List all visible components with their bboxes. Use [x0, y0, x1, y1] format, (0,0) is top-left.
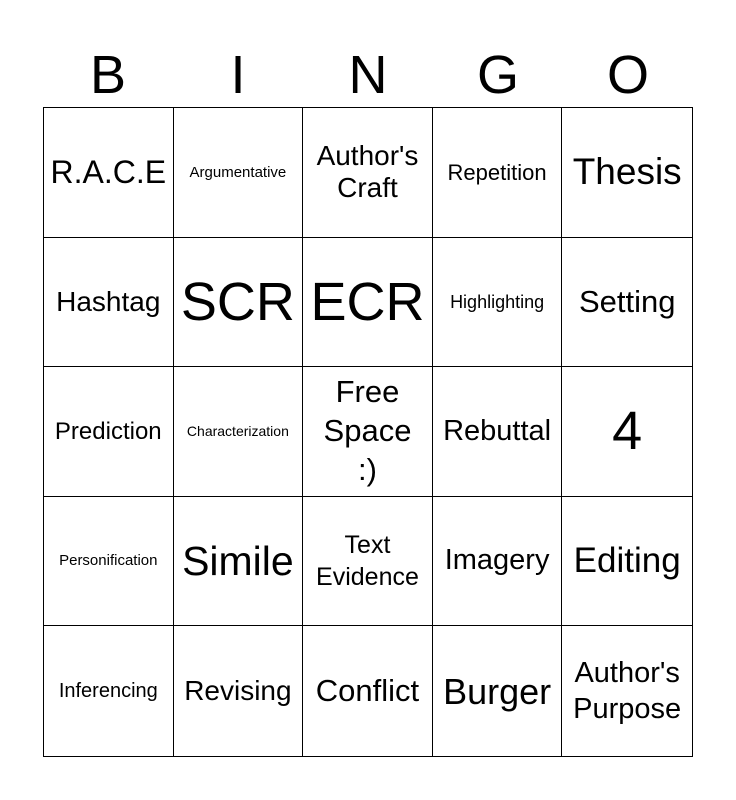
header-letter-n: N [348, 45, 388, 105]
bingo-cell[interactable] [303, 626, 433, 756]
bingo-cell[interactable] [562, 497, 692, 627]
cell-text: Repetition [447, 159, 547, 185]
header-letter-b: B [89, 45, 127, 105]
header-letter-i: I [230, 45, 246, 105]
cell-text: Free Space :) [323, 374, 412, 487]
cell-text: Highlighting [450, 291, 545, 312]
bingo-cell[interactable] [433, 367, 563, 497]
cell-text: Prediction [54, 417, 162, 445]
cell-text: Setting [578, 284, 676, 320]
cell-text: Burger [443, 670, 552, 712]
header-letter-o: O [606, 45, 649, 105]
bingo-cell[interactable] [562, 367, 692, 497]
bingo-cell[interactable] [174, 367, 304, 497]
cell-text: Inferencing [58, 679, 158, 702]
cell-text: R.A.C.E [50, 153, 167, 190]
bingo-cell[interactable] [44, 238, 174, 368]
cell-text: SCR [180, 271, 295, 332]
cell-text: Text Evidence [316, 530, 419, 592]
cell-text: Hashtag [56, 285, 161, 317]
bingo-cell[interactable] [433, 626, 563, 756]
cell-text: 4 [612, 401, 643, 462]
bingo-cell[interactable] [303, 238, 433, 368]
bingo-cell[interactable] [303, 497, 433, 627]
bingo-cell[interactable] [303, 108, 433, 238]
cell-text: Personification [59, 552, 158, 570]
bingo-cell[interactable] [303, 367, 433, 497]
bingo-cell[interactable] [44, 626, 174, 756]
cell-text: Thesis [572, 151, 682, 193]
cell-text: Author's Craft [316, 140, 419, 204]
cell-text: Argumentative [189, 163, 287, 181]
bingo-cell[interactable] [562, 238, 692, 368]
cell-text: Characterization [186, 423, 289, 440]
bingo-cell[interactable] [174, 238, 304, 368]
bingo-card-grid [43, 107, 693, 757]
cell-text: Revising [184, 675, 292, 707]
cell-text: Editing [573, 540, 681, 580]
cell-text: Conflict [315, 673, 420, 709]
cell-text: ECR [310, 271, 425, 332]
cell-text: Imagery [444, 544, 550, 577]
cell-text: Simile [182, 537, 294, 584]
header-letter-g: G [476, 45, 519, 105]
bingo-header [43, 42, 693, 108]
bingo-cell[interactable] [562, 108, 692, 238]
bingo-cell[interactable] [174, 497, 304, 627]
bingo-cell[interactable] [174, 108, 304, 238]
bingo-cell[interactable] [433, 108, 563, 238]
bingo-cell[interactable] [433, 497, 563, 627]
bingo-cell[interactable] [44, 108, 174, 238]
bingo-cell[interactable] [174, 626, 304, 756]
bingo-cell[interactable] [562, 626, 692, 756]
cell-text: Author's Purpose [573, 656, 682, 726]
cell-text: Rebuttal [443, 414, 552, 447]
bingo-cell[interactable] [44, 497, 174, 627]
bingo-cell[interactable] [44, 367, 174, 497]
bingo-cell[interactable] [433, 238, 563, 368]
